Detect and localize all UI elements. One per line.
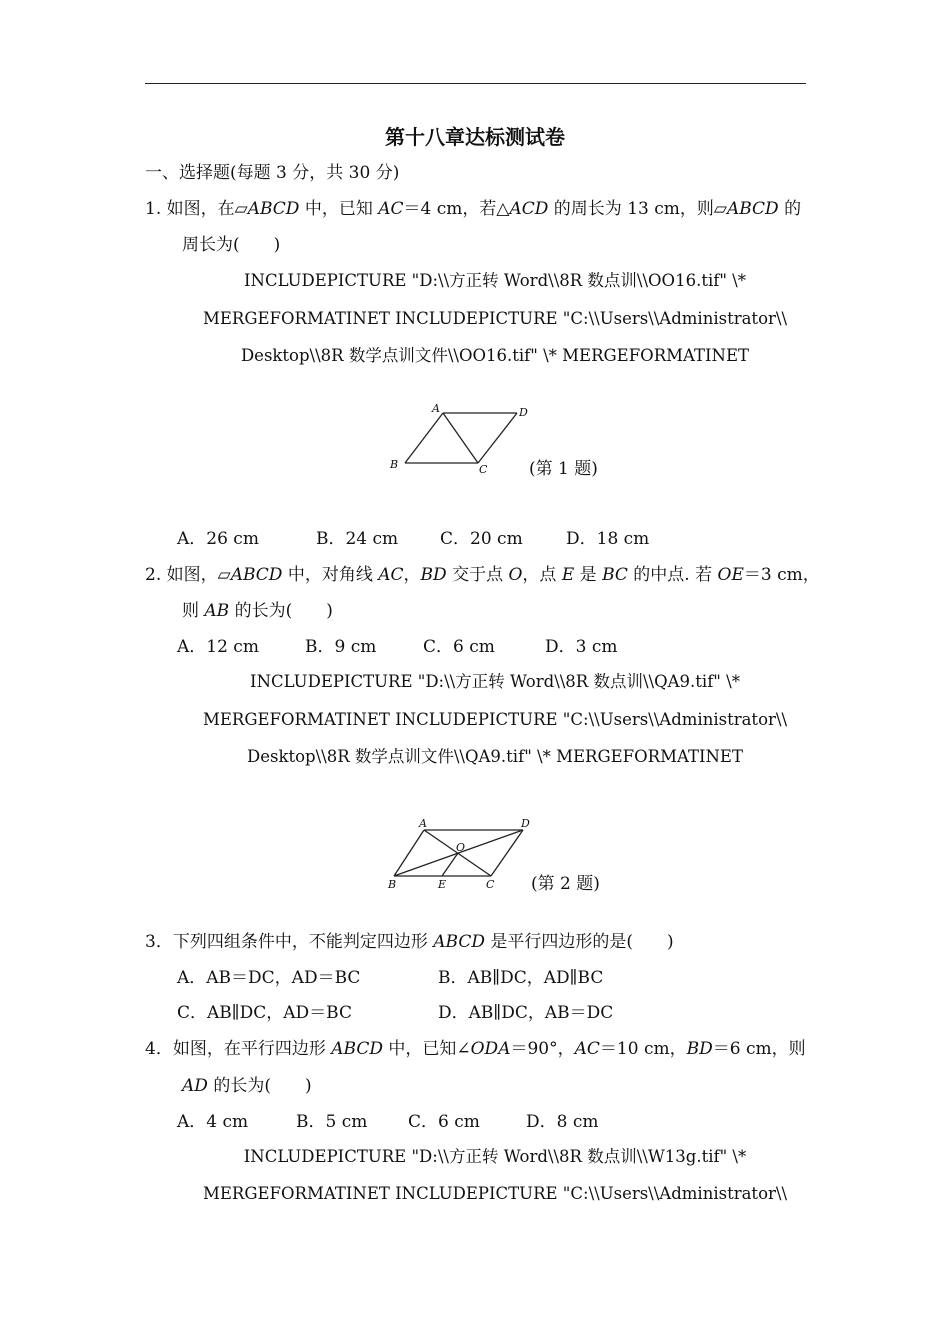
q4-include-2: MERGEFORMATINET INCLUDEPICTURE "C:\\Users\\Administrator\\ (202, 1184, 788, 1203)
q2-label-e: E (438, 878, 447, 891)
q1-include-3: Desktop\\8R 数学点训文件\\OO16.tif" \* MERGEFORMATINET (240, 346, 750, 365)
q1-include-1: INCLUDEPICTURE "D:\\方正转 Word\\8R 数点训\\OO16.tif" \* (243, 271, 746, 290)
q2-label-b: B (388, 878, 397, 891)
q1-stem-line2: 周长为( ) (182, 235, 281, 255)
q4-include-1: INCLUDEPICTURE "D:\\方正转 Word\\8R 数点训\\W13g.tif" \* (243, 1147, 747, 1166)
q1-label-b: B (390, 458, 399, 471)
q2-include-2: MERGEFORMATINET INCLUDEPICTURE "C:\\Users\\Administrator\\ (202, 710, 788, 729)
q1-label-d: D (519, 406, 528, 419)
q1-figure (385, 400, 535, 480)
q4-option-a[interactable]: A．4 cm (177, 1112, 249, 1132)
q2-include-3: Desktop\\8R 数学点训文件\\QA9.tif" \* MERGEFORMATINET (247, 747, 743, 766)
q2-option-b[interactable]: B．9 cm (305, 637, 377, 657)
q2-stem: 2. 如图，▱ABCD 中，对角线 AC，BD 交于点 O，点 E 是 BC 的中点. 若 OE＝3 cm， (145, 565, 820, 585)
q1-option-d[interactable]: D．18 cm (566, 529, 650, 549)
q2-figure (382, 812, 542, 894)
q1-caption: (第 1 题) (529, 459, 598, 479)
q3-option-b[interactable]: B．AB∥DC，AD∥BC (438, 968, 604, 988)
header-rule (145, 83, 806, 84)
page-title: 第十八章达标测试卷 (385, 125, 565, 149)
q1-option-b[interactable]: B．24 cm (316, 529, 399, 549)
q4-option-b[interactable]: B．5 cm (296, 1112, 368, 1132)
q2-edge-ab (394, 830, 424, 876)
parallelogram-icon: ▱ (713, 199, 727, 219)
q4-option-d[interactable]: D．8 cm (526, 1112, 599, 1132)
parallelogram-icon: ▱ (234, 199, 248, 219)
q2-label-o: O (456, 841, 466, 854)
q3-stem: 3．下列四组条件中，不能判定四边形 ABCD 是平行四边形的是( ) (145, 932, 674, 952)
q2-option-a[interactable]: A．12 cm (177, 637, 259, 657)
q2-option-c[interactable]: C．6 cm (423, 637, 495, 657)
q1-option-a[interactable]: A．26 cm (177, 529, 259, 549)
q1-edge-ab (405, 413, 443, 463)
q2-caption: (第 2 题) (531, 874, 600, 894)
q1-stem: 1. 如图，在▱ABCD 中，已知 AC＝4 cm，若△ACD 的周长为 13 cm，则▱ABCD 的 (145, 199, 802, 219)
q2-edge-dc (491, 830, 523, 876)
parallelogram-icon: ▱ (217, 565, 231, 585)
q1-diagonal-ac (443, 413, 478, 463)
q2-label-a: A (419, 817, 427, 830)
section-heading: 一、选择题(每题 3 分，共 30 分) (145, 163, 400, 183)
q4-stem-line2: AD 的长为( ) (182, 1076, 312, 1096)
q3-option-c[interactable]: C．AB∥DC，AD＝BC (177, 1003, 352, 1023)
q1-label-c: C (479, 463, 488, 476)
q4-stem: 4．如图，在平行四边形 ABCD 中，已知∠ODA＝90°，AC＝10 cm，BD＝6 cm，则 (145, 1039, 806, 1059)
q2-stem-line2: 则 AB 的长为( ) (182, 601, 333, 621)
q4-option-c[interactable]: C．6 cm (408, 1112, 480, 1132)
q3-option-d[interactable]: D．AB∥DC，AB＝DC (438, 1003, 614, 1023)
q2-label-c: C (486, 878, 495, 891)
q1-label-a: A (432, 402, 440, 415)
q1-edge-dc (478, 413, 517, 463)
q3-option-a[interactable]: A．AB＝DC，AD＝BC (177, 968, 361, 988)
q1-include-2: MERGEFORMATINET INCLUDEPICTURE "C:\\Users\\Administrator\\ (202, 309, 788, 328)
q2-option-d[interactable]: D．3 cm (545, 637, 618, 657)
q2-include-1: INCLUDEPICTURE "D:\\方正转 Word\\8R 数点训\\QA9.tif" \* (250, 672, 740, 691)
q2-label-d: D (521, 817, 530, 830)
q1-option-c[interactable]: C．20 cm (440, 529, 523, 549)
